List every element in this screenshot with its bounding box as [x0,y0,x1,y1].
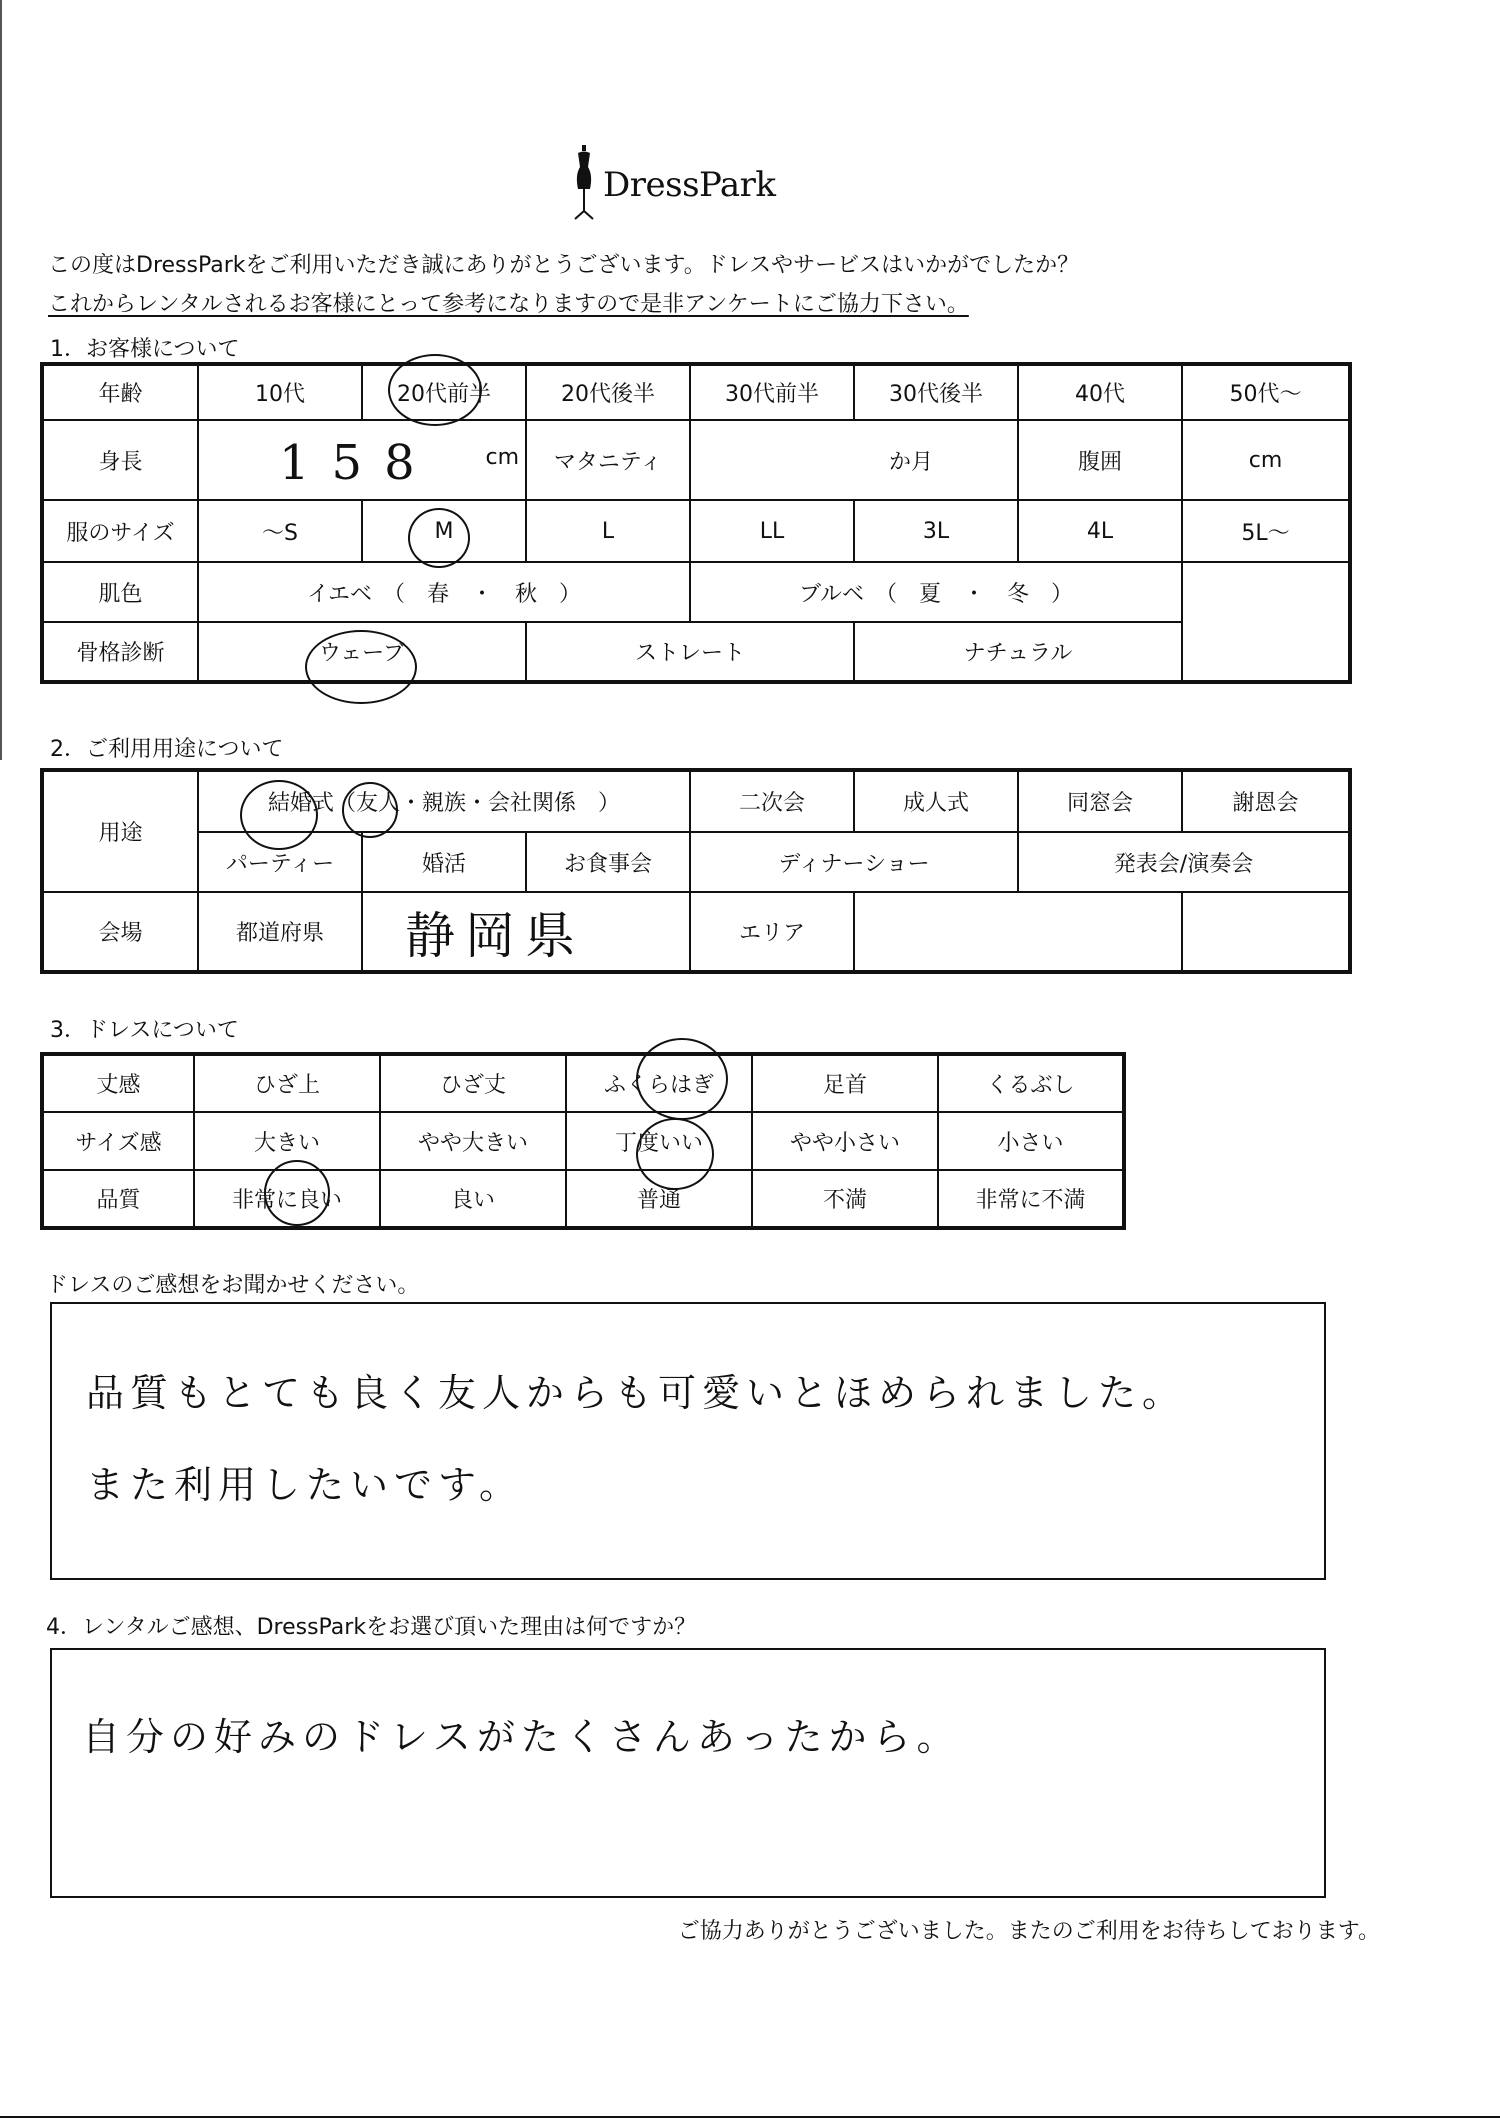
purpose-option[interactable]: 婚活 [362,832,526,892]
venue-row [42,892,1350,972]
fit-option[interactable]: 大きい [194,1112,380,1170]
page-bottom-line [0,2116,1500,2118]
height-label: 身長 [42,420,198,500]
age-option[interactable]: 40代 [1018,364,1182,420]
skin-yellow-option[interactable]: イエベ （ 春 ・ 秋 ） [198,562,690,622]
quality-row [42,1170,1124,1228]
size-option[interactable]: L [526,500,690,562]
fit-option[interactable]: やや大きい [380,1112,566,1170]
dress-comment-line-2: また利用したいです。 [86,1463,523,1507]
purpose-option[interactable]: ディナーショー [690,832,1018,892]
fit-label: サイズ感 [42,1112,194,1170]
size-row [42,500,1350,562]
prefecture-value: 静岡県 [405,906,585,965]
purpose-option[interactable]: 二次会 [690,770,854,832]
quality-option[interactable]: 不満 [752,1170,938,1228]
thanks-message: ご協力ありがとうございました。またのご利用をお待ちしております。 [677,1919,1380,1944]
height-unit: cm [485,445,519,470]
brand-logo [565,145,805,225]
quality-option[interactable]: 良い [380,1170,566,1228]
frame-row [42,622,1350,682]
section-4-title: 4．レンタルご感想、DressParkをお選び頂いた理由は何ですか？ [46,1615,697,1640]
purpose-option[interactable]: 謝恩会 [1182,770,1350,832]
waist-unit[interactable]: cm [1182,420,1350,500]
wedding-label: 結婚式（ [267,791,356,816]
purpose-option[interactable]: パーティー [198,832,362,892]
age-option[interactable]: 20代後半 [526,364,690,420]
section-1-title: 1．お客様について [50,337,240,362]
age-row [42,364,1350,420]
dress-table [40,1052,1126,1230]
fit-option[interactable]: 小さい [938,1112,1124,1170]
age-option[interactable]: 50代～ [1182,364,1350,420]
size-option-selected[interactable]: M [362,500,526,562]
age-option[interactable]: 30代前半 [690,364,854,420]
size-option[interactable]: LL [690,500,854,562]
skin-row [42,562,1350,622]
fit-row [42,1112,1124,1170]
size-option[interactable]: 4L [1018,500,1182,562]
purpose-label: 用途 [42,770,198,892]
dress-comment-box[interactable] [50,1302,1326,1580]
size-label: 服のサイズ [42,500,198,562]
intro-line-2: これからレンタルされるお客様にとって参考になりますので是非アンケートにご協力下さい。 [48,292,969,317]
intro-line-1: この度はDressParkをご利用いただき誠にありがとうございます。ドレスやサービスはいかがでしたか？ [48,253,1080,278]
frame-option-selected[interactable]: ウェーブ [198,622,526,682]
empty-cell [1182,622,1350,682]
length-option[interactable]: ひざ上 [194,1054,380,1112]
quality-option[interactable]: 非常に不満 [938,1170,1124,1228]
area-label: エリア [690,892,854,972]
maternity-months[interactable]: か月 [690,420,1018,500]
height-row [42,420,1350,500]
fit-option[interactable]: やや小さい [752,1112,938,1170]
frame-label: 骨格診断 [42,622,198,682]
reason-answer-box[interactable] [50,1648,1326,1898]
size-option[interactable]: 5L～ [1182,500,1350,562]
age-option[interactable]: 10代 [198,364,362,420]
height-field[interactable] [198,420,526,500]
brand-name: DressPark [603,165,776,205]
venue-label: 会場 [42,892,198,972]
empty-cell [1182,892,1350,972]
length-option[interactable]: くるぶし [938,1054,1124,1112]
section-3-title: 3．ドレスについて [50,1018,239,1043]
length-option[interactable]: ひざ丈 [380,1054,566,1112]
purpose-row-1 [42,770,1350,832]
wedding-friend-option[interactable]: 友人 [355,791,400,816]
age-option-selected[interactable]: 20代前半 [362,364,526,420]
length-option[interactable]: 足首 [752,1054,938,1112]
waist-label: 腹囲 [1018,420,1182,500]
customer-table [40,362,1352,684]
size-option[interactable]: 3L [854,500,1018,562]
size-option[interactable]: ～S [198,500,362,562]
length-label: 丈感 [42,1054,194,1112]
wedding-option[interactable] [198,770,690,832]
area-field[interactable] [854,892,1182,972]
skin-blue-option[interactable]: ブルベ （ 夏 ・ 冬 ） [690,562,1182,622]
quality-option-selected[interactable]: 非常に良い [194,1170,380,1228]
dress-comment-prompt: ドレスのご感想をお聞かせください。 [46,1273,420,1298]
purpose-row-2 [42,832,1350,892]
quality-label: 品質 [42,1170,194,1228]
height-value: 158 [279,435,437,491]
length-row [42,1054,1124,1112]
page-edge-line [0,0,2,760]
purpose-option[interactable]: お食事会 [526,832,690,892]
age-label: 年齢 [42,364,198,420]
wedding-rest: ・親族・会社関係 ） [400,791,621,816]
prefecture-field[interactable] [362,892,690,972]
purpose-table [40,768,1352,974]
age-option[interactable]: 30代後半 [854,364,1018,420]
section-2-title: 2．ご利用用途について [50,737,284,762]
purpose-option[interactable]: 発表会/演奏会 [1018,832,1350,892]
empty-cell [1182,562,1350,622]
purpose-option[interactable]: 同窓会 [1018,770,1182,832]
dress-comment-line-1: 品質もとても良く友人からも可愛いとほめられました。 [86,1371,1187,1415]
prefecture-label: 都道府県 [198,892,362,972]
dress-form-icon [569,145,599,225]
quality-option[interactable]: 普通 [566,1170,752,1228]
frame-option[interactable]: ストレート [526,622,854,682]
skin-label: 肌色 [42,562,198,622]
length-option-selected[interactable]: ふくらはぎ [566,1054,752,1112]
reason-answer-text: 自分の好みのドレスがたくさんあったから。 [82,1715,961,1759]
frame-option[interactable]: ナチュラル [854,622,1182,682]
fit-option-selected[interactable]: 丁度いい [566,1112,752,1170]
purpose-option[interactable]: 成人式 [854,770,1018,832]
maternity-label: マタニティ [526,420,690,500]
